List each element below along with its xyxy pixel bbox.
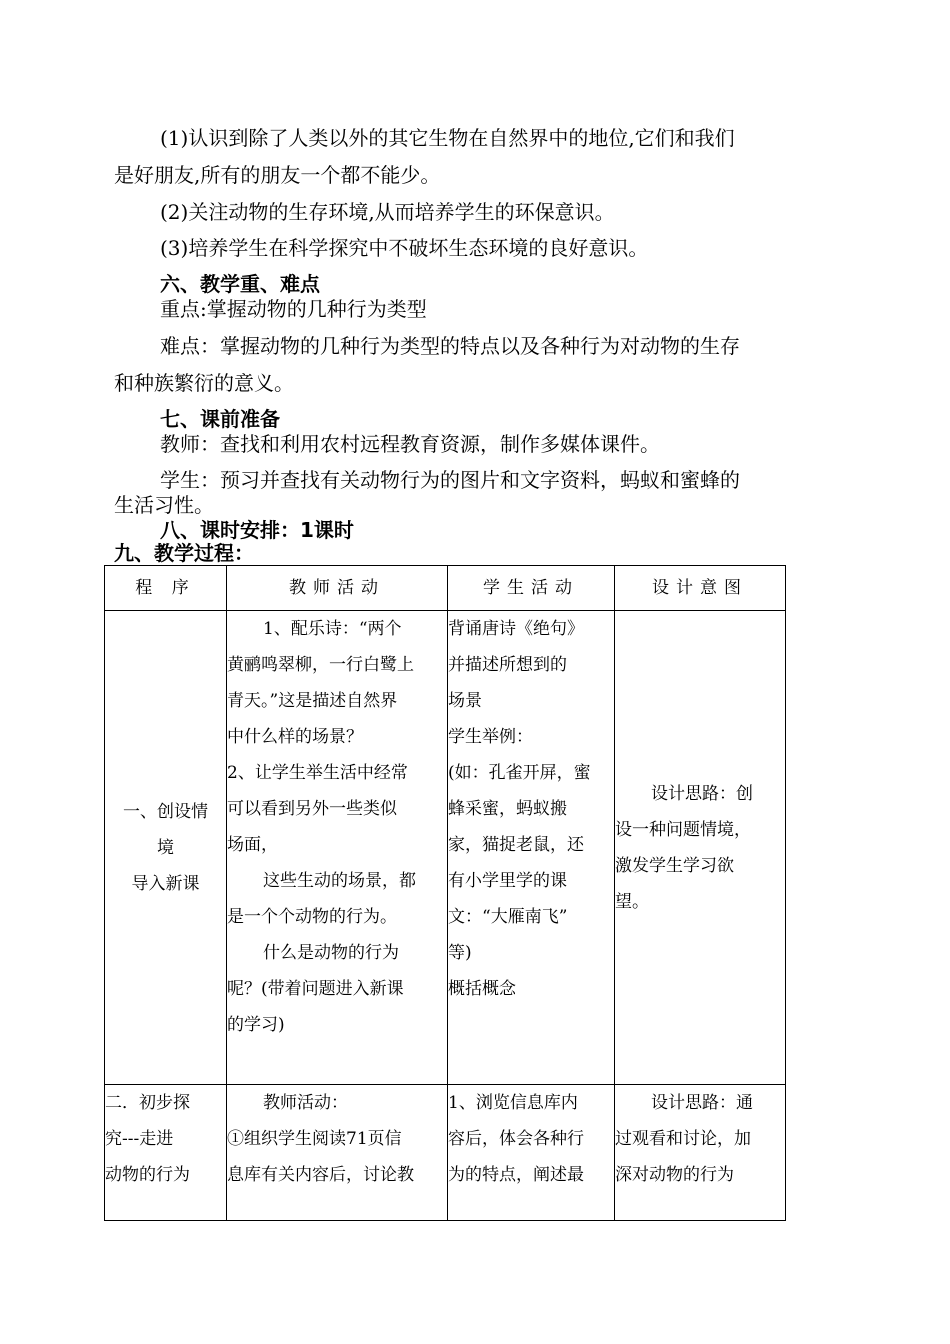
student-activity-line: 文：“大雁南飞” [448,907,568,927]
design-intent-line: 深对动物的行为 [615,1165,734,1185]
design-intent-cell [615,611,786,1085]
student-activity-line: 背诵唐诗《绝句》 [448,619,584,639]
student-activity-cell [448,1085,615,1221]
step-text: 境 [157,837,174,858]
step-text: 二．初步探 [105,1093,190,1113]
design-intent-line: 望。 [615,891,649,912]
student-activity-line: 为的特点，阐述最 [448,1165,584,1185]
teacher-activity-line: 这些生动的场景，都 [263,871,416,891]
student-activity-line: 蜂采蜜，蚂蚁搬 [448,799,567,819]
difficulty-text-line-2: 和种族繁衍的意义。 [114,371,294,395]
design-intent-line: 设计思路：创 [651,783,753,804]
design-intent-line: 设一种问题情境， [615,819,751,840]
teacher-activity-line: 的学习) [227,1015,285,1035]
header-design-intent: 设计意图 [615,566,786,611]
section-7-heading: 七、课前准备 [160,407,280,431]
teacher-activity-line: 黄鹂鸣翠柳，一行白鹭上 [227,655,414,675]
teacher-activity-line: 息库有关内容后，讨论教 [227,1165,414,1185]
teacher-activity-line: 1、配乐诗：“两个 [263,619,402,639]
teacher-activity-cell [227,611,448,1085]
design-intent-line: 设计思路：通 [651,1093,753,1113]
student-activity-line: 容后，体会各种行 [448,1129,584,1149]
table-row [105,1085,786,1221]
design-intent-line: 过观看和讨论，加 [615,1129,751,1149]
teacher-activity-line: 青天。”这是描述自然界 [227,691,398,711]
goal-item-1-line-2: 是好朋友,所有的朋友一个都不能少。 [114,163,441,187]
student-activity-line: 概括概念 [448,979,516,999]
table-header-row [105,566,786,611]
student-preparation-line-1: 学生：预习并查找有关动物行为的图片和文字资料，蚂蚁和蜜蜂的 [160,468,740,492]
goal-item-2: (2)关注动物的生存环境,从而培养学生的环保意识。 [160,200,615,224]
student-activity-line: 场景 [448,691,482,711]
teaching-process-table [104,565,786,1221]
student-activity-line: 有小学里学的课 [448,871,567,891]
teacher-activity-line: 2、让学生举生活中经常 [227,763,408,783]
step-text: 导入新课 [131,873,200,894]
key-point-text: 重点:掌握动物的几种行为类型 [160,297,427,321]
design-intent-cell [615,1085,786,1221]
section-9-heading: 九、教学过程： [114,541,254,565]
difficulty-text-line-1: 难点：掌握动物的几种行为类型的特点以及各种行为对动物的生存 [160,334,740,358]
step-text: 动物的行为 [105,1165,190,1185]
student-activity-cell [448,611,615,1085]
teacher-activity-line: 场面， [227,835,278,855]
step-text: 究---走进 [105,1129,174,1149]
student-activity-line: 家，猫捉老鼠，还 [448,835,584,855]
header-student-activity: 学生活动 [448,566,615,611]
step-cell [105,611,227,1085]
teacher-activity-line: 是一个个动物的行为。 [227,907,397,927]
header-teacher-activity: 教师活动 [227,566,448,611]
section-6-heading: 六、教学重、难点 [160,272,320,296]
teacher-activity-cell [227,1085,448,1221]
student-preparation-line-2: 生活习性。 [114,493,214,517]
teacher-activity-line: 教师活动： [263,1093,348,1113]
student-activity-line: 并描述所想到的 [448,655,567,675]
teacher-activity-line: 什么是动物的行为 [263,943,399,963]
design-intent-line: 激发学生学习欲 [615,855,734,876]
teacher-activity-line: ①组织学生阅读71页信 [227,1129,402,1149]
step-cell [105,1085,227,1221]
header-step: 程 序 [105,566,227,611]
teacher-preparation: 教师：查找和利用农村远程教育资源，制作多媒体课件。 [160,432,660,456]
student-activity-line: 学生举例： [448,727,533,747]
student-activity-line: (如：孔雀开屏，蜜 [448,763,591,783]
student-activity-line: 等) [448,943,472,963]
student-activity-line: 1、浏览信息库内 [448,1093,578,1113]
section-8-heading: 八、课时安排：1课时 [160,518,354,542]
teacher-activity-line: 可以看到另外一些类似 [227,799,397,819]
step-text: 一、创设情 [123,801,208,822]
teacher-activity-line: 中什么样的场景？ [227,727,363,747]
teacher-activity-line: 呢？(带着问题进入新课 [227,979,404,999]
goal-item-1-line-1: (1)认识到除了人类以外的其它生物在自然界中的地位,它们和我们 [160,126,735,150]
table-row [105,611,786,1085]
goal-item-3: (3)培养学生在科学探究中不破坏生态环境的良好意识。 [160,236,649,260]
